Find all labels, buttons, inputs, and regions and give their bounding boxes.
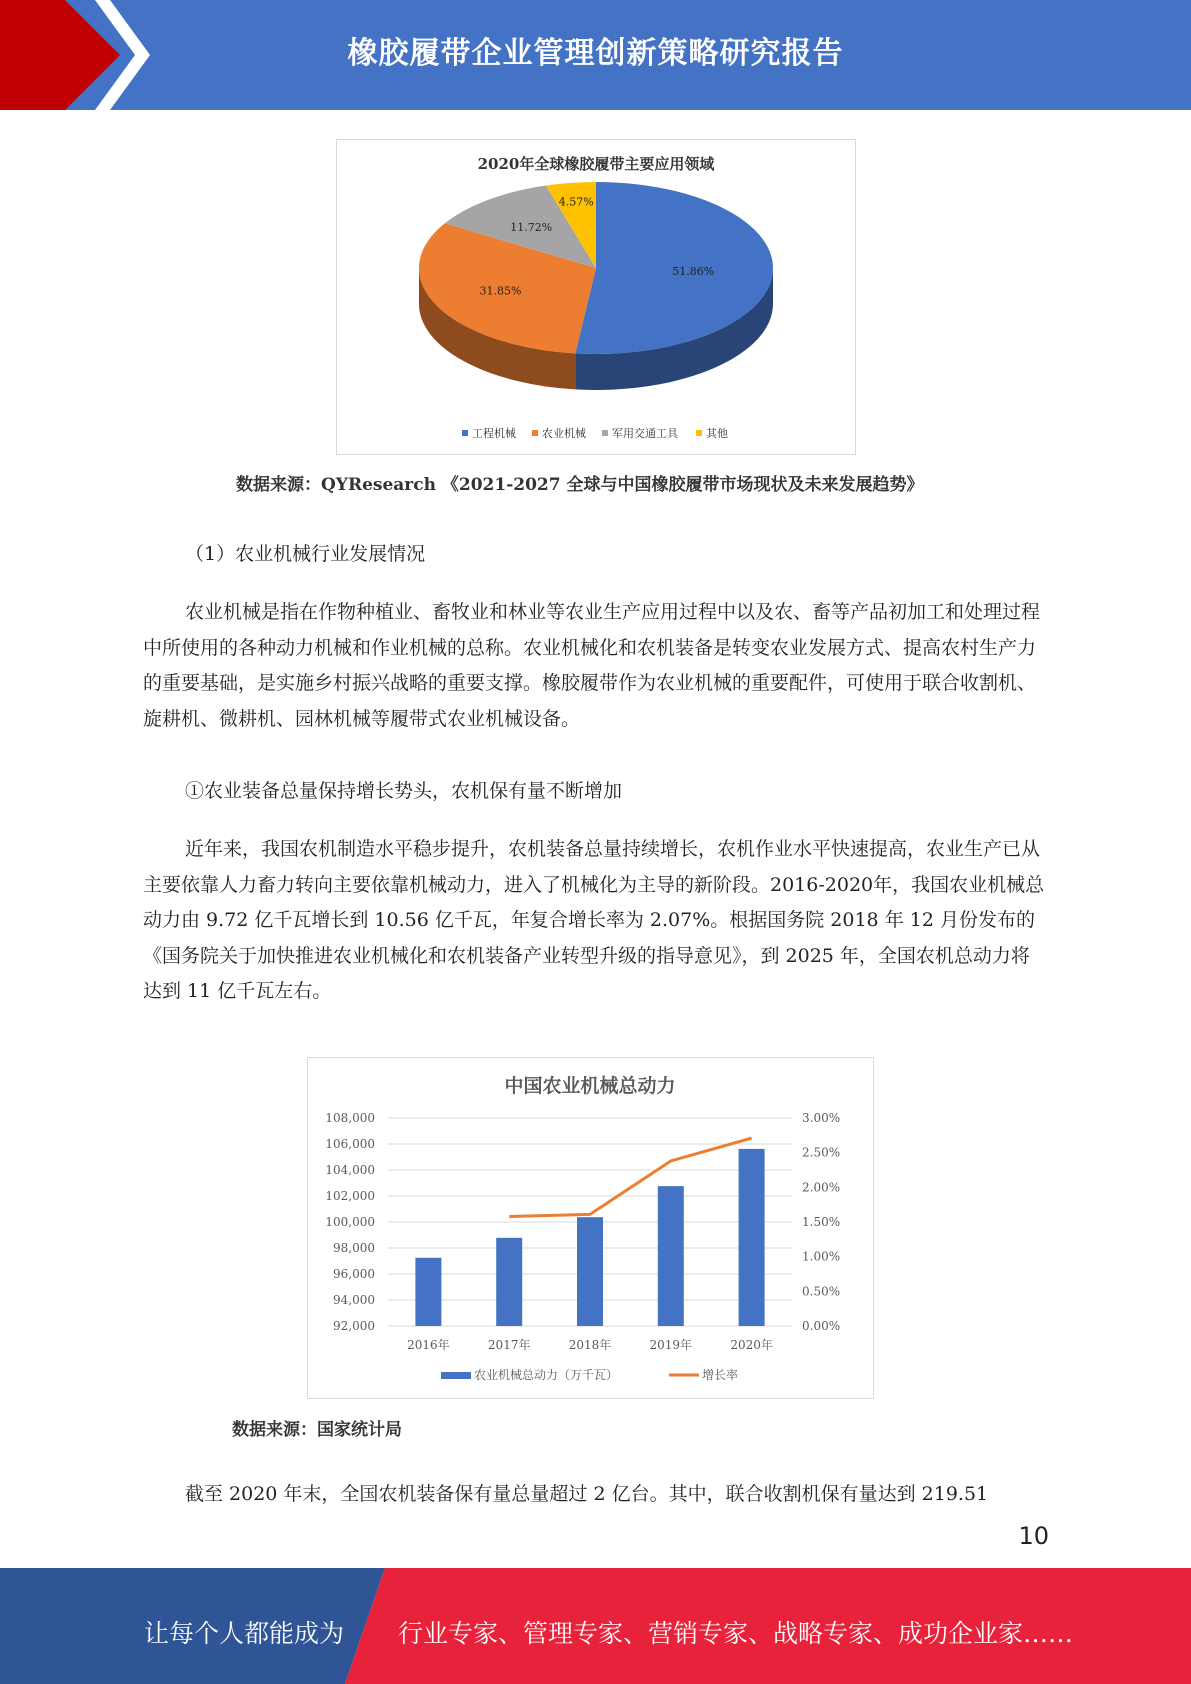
bar-2018年 xyxy=(577,1217,603,1326)
y-tick-label: 102,000 xyxy=(325,1189,375,1203)
bar-chart-right-axis xyxy=(802,1111,840,1333)
pie-chart-title: 2020年全球橡胶履带主要应用领域 xyxy=(477,155,715,173)
y2-tick-label: 1.50% xyxy=(802,1215,841,1229)
y-tick-label: 108,000 xyxy=(325,1111,375,1125)
pie-legend-label: 农业机械 xyxy=(542,427,586,440)
y-tick-label: 94,000 xyxy=(333,1293,375,1307)
page-footer xyxy=(0,1568,1191,1684)
x-tick-label: 2016年 xyxy=(407,1338,450,1352)
pie-chart xyxy=(337,140,855,454)
section-heading-agri-machinery: （1）农业机械行业发展情况 xyxy=(185,543,426,565)
bar-chart-legend xyxy=(441,1367,738,1382)
y2-tick-label: 1.00% xyxy=(802,1249,841,1264)
document-title: 橡胶履带企业管理创新策略研究报告 xyxy=(347,36,844,71)
bar-chart-title: 中国农业机械总动力 xyxy=(504,1075,676,1097)
y2-tick-label: 0.50% xyxy=(802,1284,841,1299)
x-tick-label: 2017年 xyxy=(487,1338,531,1352)
bar-line-chart xyxy=(308,1058,873,1398)
legend-label-line: 增长率 xyxy=(702,1368,739,1382)
bar-2020年 xyxy=(739,1149,765,1326)
bar-chart-figure xyxy=(307,1057,874,1399)
pie-slices xyxy=(419,182,773,390)
y2-tick-label: 2.00% xyxy=(802,1180,841,1195)
footer-slogan-left: 让每个人都能成为 xyxy=(144,1619,345,1648)
x-tick-label: 2019年 xyxy=(649,1338,693,1352)
pie-legend-label: 其他 xyxy=(706,427,728,440)
y-tick-label: 106,000 xyxy=(325,1137,375,1151)
bar-chart-left-axis xyxy=(325,1111,375,1333)
y2-tick-label: 3.00% xyxy=(802,1111,841,1125)
pie-chart-source: 数据来源：QYResearch 《2021-2027 全球与中国橡胶履带市场现状及未来发展趋势》 xyxy=(236,475,924,495)
pie-legend-swatch xyxy=(462,430,468,436)
pie-data-label: 31.85% xyxy=(479,284,522,298)
y-tick-label: 96,000 xyxy=(333,1267,375,1281)
x-tick-label: 2020年 xyxy=(730,1338,773,1352)
y2-tick-label: 2.50% xyxy=(802,1145,841,1160)
bar-series xyxy=(415,1149,764,1326)
bar-chart-x-axis xyxy=(407,1337,773,1352)
pie-legend-swatch xyxy=(696,430,702,436)
subheading-equipment-growth: ①农业装备总量保持增长势头，农机保有量不断增加 xyxy=(185,780,623,802)
pie-legend-swatch xyxy=(602,430,608,436)
legend-swatch-bar xyxy=(441,1372,471,1379)
pie-legend-label: 军用交通工具 xyxy=(612,427,678,440)
pie-legend-label: 工程机械 xyxy=(472,427,516,440)
y-tick-label: 100,000 xyxy=(325,1215,375,1229)
growth-rate-series xyxy=(509,1138,751,1216)
y-tick-label: 92,000 xyxy=(333,1319,375,1333)
paragraph-agri-definition xyxy=(143,595,1048,737)
paragraph-equipment-stock xyxy=(143,1477,1048,1513)
legend-label-bar: 农业机械总动力（万千瓦） xyxy=(474,1368,619,1382)
pie-data-label: 11.72% xyxy=(510,221,553,235)
y-tick-label: 104,000 xyxy=(325,1163,375,1177)
page-header xyxy=(0,0,1191,110)
x-tick-label: 2018年 xyxy=(568,1338,612,1352)
paragraph-equipment-stock-text: 截至 2020 年末，全国农机装备保有量总量超过 2 亿台。其中，联合收割机保有量达到 219.51 xyxy=(185,1483,989,1505)
bar-chart-source: 数据来源：国家统计局 xyxy=(232,1420,402,1440)
pie-legend-swatch xyxy=(532,430,538,436)
pie-chart-figure xyxy=(336,139,856,455)
pie-legend xyxy=(462,426,728,440)
page-number: 10 xyxy=(1018,1522,1049,1550)
pie-data-label: 51.86% xyxy=(672,264,715,278)
paragraph-equipment-growth xyxy=(143,832,1048,1010)
bar-2017年 xyxy=(496,1238,522,1326)
pie-data-label: 4.57% xyxy=(558,195,594,209)
paragraph-equipment-growth-text: 近年来，我国农机制造水平稳步提升，农机装备总量持续增长，农机作业水平快速提高，农业生产已从主要依靠人力畜力转向主要依靠机械动力，进入了机械化为主导的新阶段。2016-2020年，我国农业机械总动力由 9.72 亿千瓦增长到 10.56 亿千瓦，年复合增长率为 2.07%。根据国务院 2018 年 12 月份发布的《国务院关于加快推进农业机械化和农机装备产业转型升级的指导意见》，到 2025 年，全国农机总动力将达到 11 亿千瓦左右。 xyxy=(143,838,1045,1002)
paragraph-agri-definition-text: 农业机械是指在作物种植业、畜牧业和林业等农业生产应用过程中以及农、畜等产品初加工和处理过程中所使用的各种动力机械和作业机械的总称。农业机械化和农机装备是转变农业发展方式、提高农村生产力的重要基础，是实施乡村振兴战略的重要支撑。橡胶履带作为农业机械的重要配件，可使用于联合收割机、旋耕机、微耕机、园林机械等履带式农业机械设备。 xyxy=(143,601,1041,730)
growth-rate-line xyxy=(509,1138,751,1216)
y2-tick-label: 0.00% xyxy=(802,1319,841,1333)
bar-2019年 xyxy=(658,1186,684,1326)
bar-2016年 xyxy=(415,1258,441,1326)
y-tick-label: 98,000 xyxy=(333,1241,375,1255)
footer-slogan-right: 行业专家、管理专家、营销专家、战略专家、成功企业家…… xyxy=(398,1619,1074,1648)
